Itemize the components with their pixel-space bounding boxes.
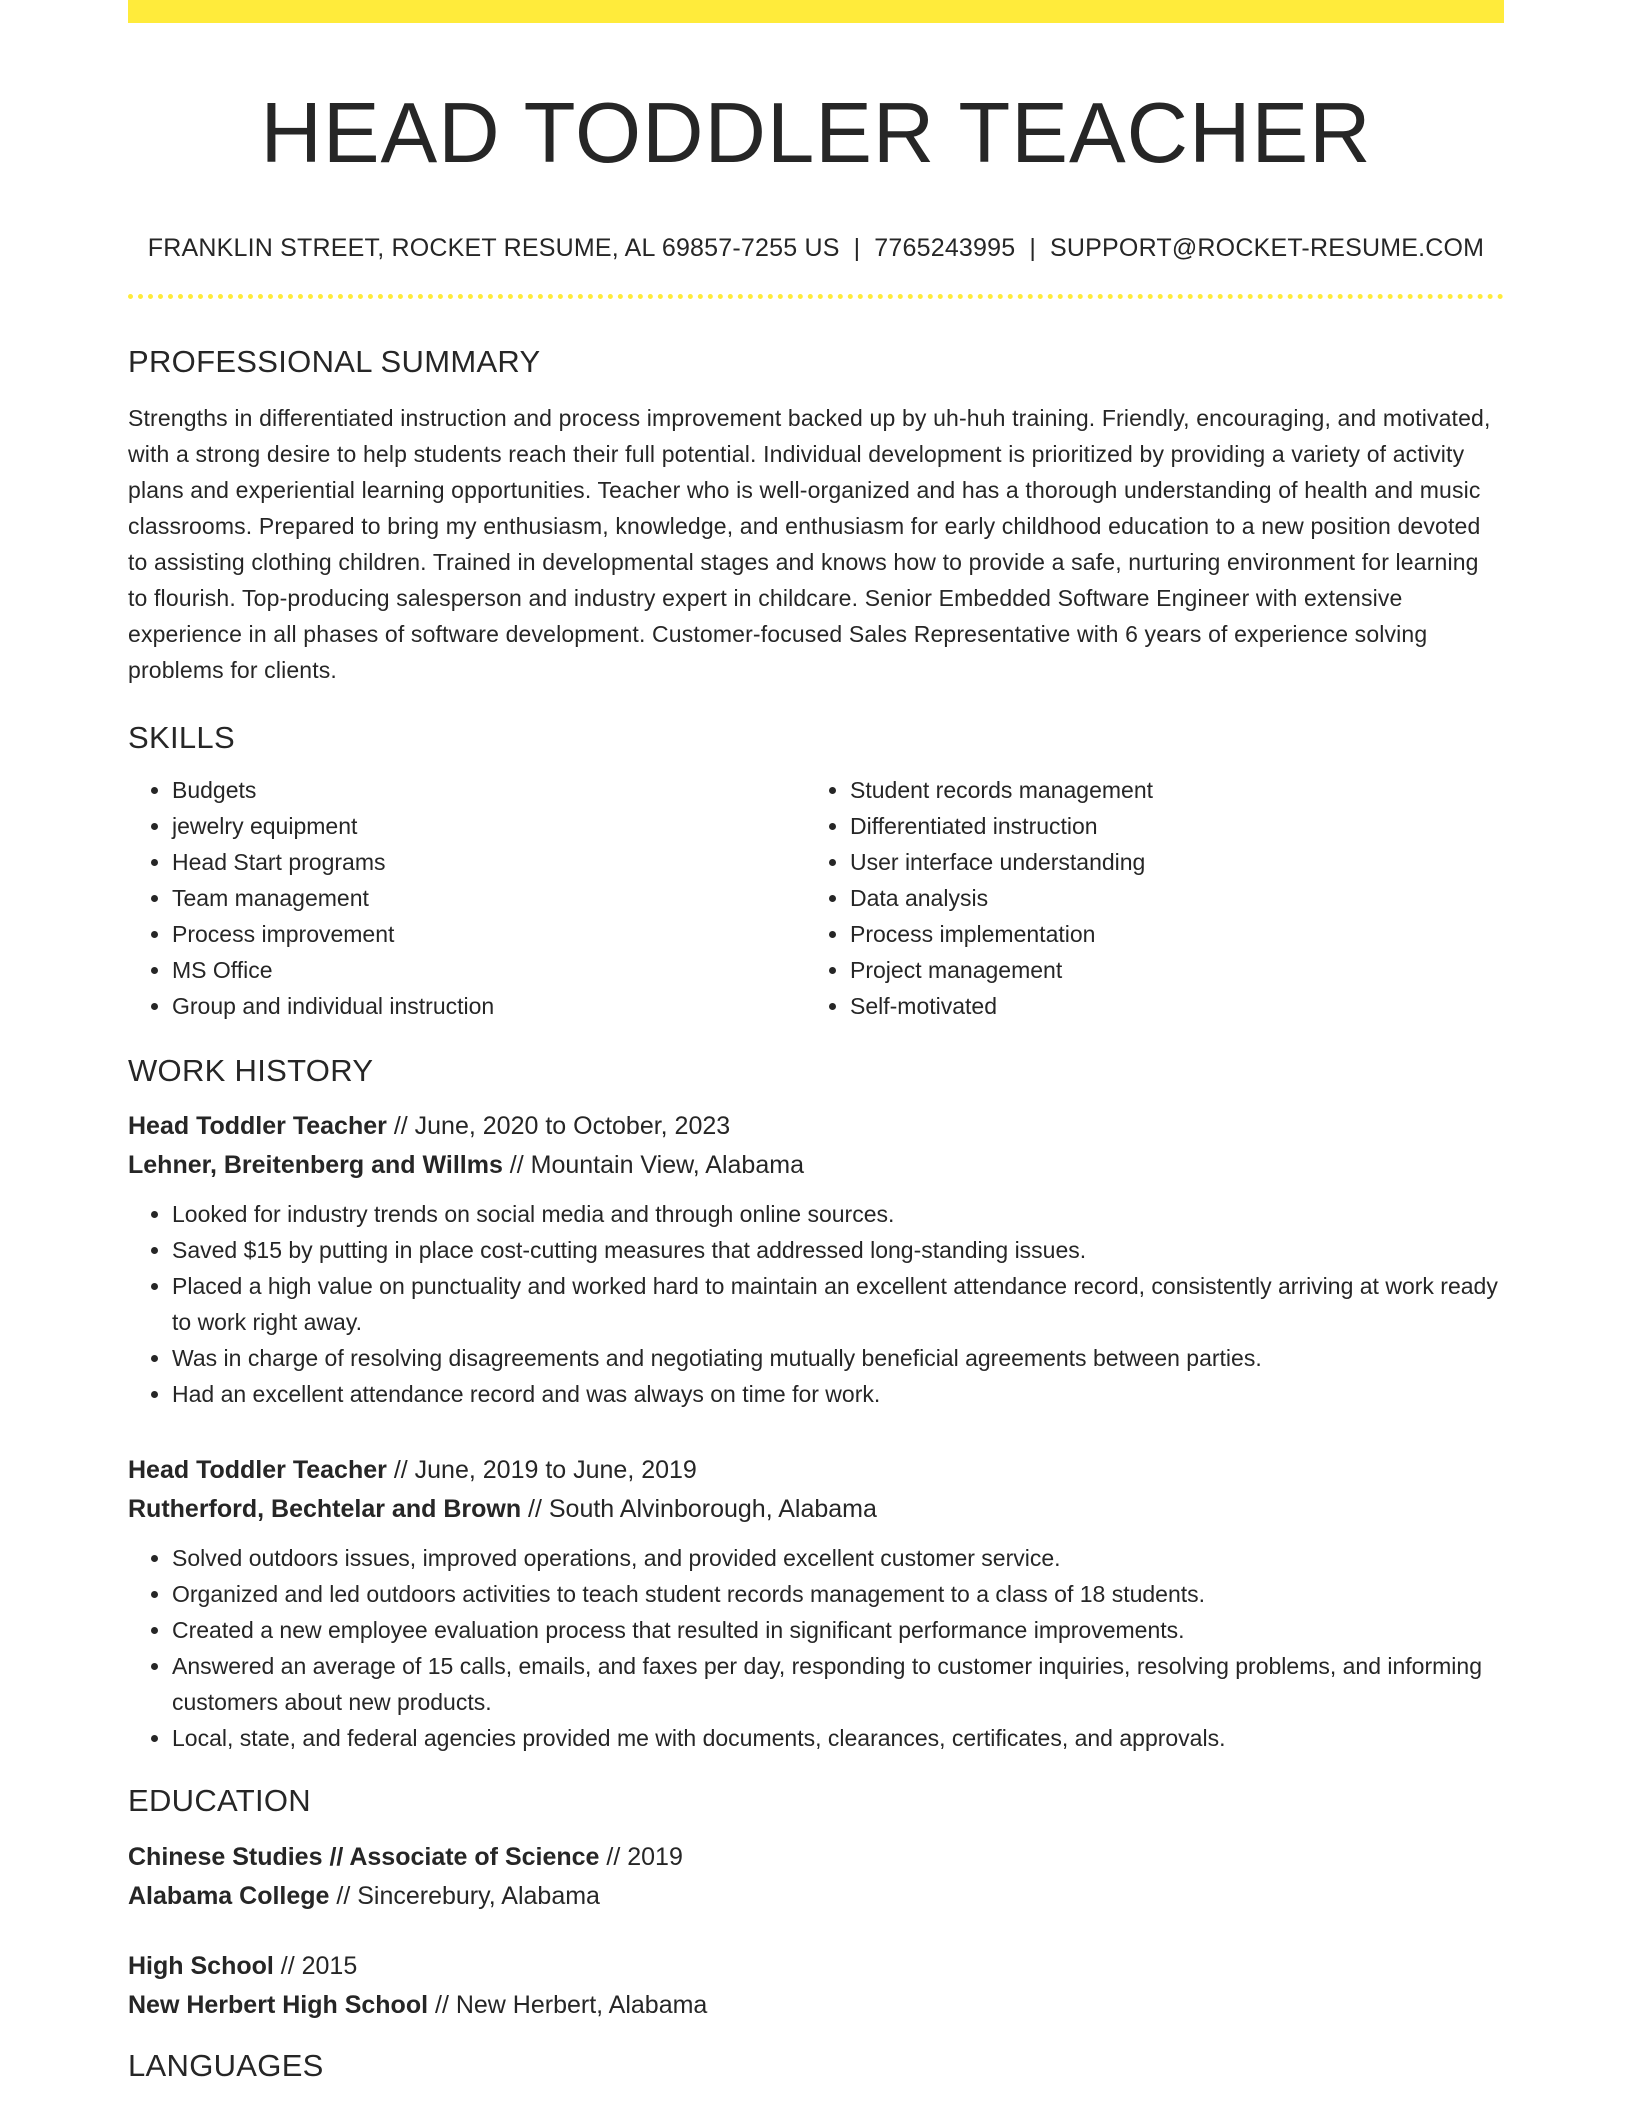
- education-location: // Sincerebury, Alabama: [329, 1881, 600, 1910]
- skill-item: • Process improvement: [172, 916, 806, 952]
- education-heading: EDUCATION: [128, 1783, 311, 1819]
- skill-item: • Group and individual instruction: [172, 988, 806, 1024]
- resume-name: HEAD TODDLER TEACHER: [260, 86, 1372, 181]
- job-entry: [128, 1107, 1504, 1412]
- summary-text: Strengths in differentiated instruction and process improvement backed up by uh-huh training. Friendly, encouraging, and motivated, with a strong desire to help students reach their full potential. Individual development is prioritized by providing a variety of activity plans and experiential learning opportunities. Teacher who is well-organized and has a thorough understanding of health and music classrooms. Prepared to bring my enthusiasm, knowledge, and enthusiasm for early childhood education to a new position devoted to assisting clothing children. Trained in developmental stages and knows how to provide a safe, nurturing environment for learning to flourish. Top-producing salesperson and industry expert in childcare. Senior Embedded Software Engineer with extensive experience in all phases of software development. Customer-focused Sales Representative with 6 years of experience solving problems for clients.: [128, 404, 1491, 683]
- skills-list: [128, 772, 1504, 1024]
- job-bullet: • Had an excellent attendance record and was always on time for work.: [172, 1376, 1504, 1412]
- job-role: Head Toddler Teacher: [128, 1112, 387, 1141]
- job-entry: [128, 1451, 1504, 1756]
- education-degree-line: [128, 1838, 1504, 1877]
- skill-item: • User interface understanding: [850, 844, 1484, 880]
- job-bullet: • Saved $15 by putting in place cost-cutting measures that addressed long-standing issues.: [172, 1232, 1504, 1268]
- skill-item: • Project management: [850, 952, 1484, 988]
- job-company: Rutherford, Bechtelar and Brown: [128, 1495, 522, 1524]
- contact-phone: 7765243995: [874, 233, 1016, 262]
- education-school: New Herbert High School: [128, 1990, 429, 2019]
- job-bullet: • Placed a high value on punctuality and worked hard to maintain an excellent attendance record, consistently arriving at work ready to work right away.: [172, 1268, 1504, 1340]
- education-degree: Chinese Studies // Associate of Science: [128, 1842, 600, 1871]
- job-company-line: [128, 1490, 1504, 1529]
- skill-item: • MS Office: [172, 952, 806, 988]
- resume-page: [128, 0, 1504, 2084]
- skills-heading: SKILLS: [128, 719, 235, 755]
- education-year: // 2019: [599, 1842, 683, 1871]
- skill-item: • Head Start programs: [172, 844, 806, 880]
- contact-address: FRANKLIN STREET, ROCKET RESUME, AL 69857-7255 US: [147, 233, 840, 262]
- accent-top-bar: [128, 0, 1504, 23]
- languages-heading: LANGUAGES: [128, 2047, 324, 2083]
- dotted-divider: [128, 294, 1504, 299]
- education-entry: [128, 1947, 1504, 2025]
- skills-right-column: [806, 772, 1484, 1024]
- education-year: // 2015: [273, 1951, 358, 1980]
- job-title-line: [128, 1451, 1504, 1490]
- job-role: Head Toddler Teacher: [128, 1456, 387, 1485]
- job-bullet: • Solved outdoors issues, improved operations, and provided excellent customer service.: [172, 1540, 1504, 1576]
- education-school-line: [128, 1986, 1504, 2025]
- contact-separator: |: [853, 233, 861, 262]
- skill-item: • Differentiated instruction: [850, 808, 1484, 844]
- contact-separator: |: [1029, 233, 1037, 262]
- job-bullet: • Local, state, and federal agencies provided me with documents, clearances, certificates, and approvals.: [172, 1720, 1504, 1756]
- job-bullet: • Created a new employee evaluation process that resulted in significant performance improvements.: [172, 1612, 1504, 1648]
- skill-item: • jewelry equipment: [172, 808, 806, 844]
- job-bullets: [128, 1540, 1504, 1756]
- job-bullet: • Looked for industry trends on social media and through online sources.: [172, 1196, 1504, 1232]
- skill-item: • Self-motivated: [850, 988, 1484, 1024]
- education-entry: [128, 1838, 1504, 1916]
- skill-item: • Data analysis: [850, 880, 1484, 916]
- skills-left-column: [128, 772, 806, 1024]
- job-location: // South Alvinborough, Alabama: [521, 1495, 877, 1524]
- education-school-line: [128, 1877, 1504, 1916]
- summary-heading: PROFESSIONAL SUMMARY: [128, 343, 541, 379]
- work-history-heading: WORK HISTORY: [128, 1053, 374, 1089]
- job-bullet: • Was in charge of resolving disagreements and negotiating mutually beneficial agreements between parties.: [172, 1340, 1504, 1376]
- contact-line: [128, 233, 1504, 263]
- job-company: Lehner, Breitenberg and Willms: [128, 1151, 503, 1180]
- skill-item: • Team management: [172, 880, 806, 916]
- job-dates: // June, 2019 to June, 2019: [386, 1456, 697, 1485]
- job-bullets: [128, 1196, 1504, 1412]
- education-degree: High School: [128, 1951, 274, 1980]
- job-title-line: [128, 1107, 1504, 1146]
- job-location: // Mountain View, Alabama: [502, 1151, 804, 1180]
- skill-item: • Process implementation: [850, 916, 1484, 952]
- education-school: Alabama College: [128, 1881, 330, 1910]
- education-degree-line: [128, 1947, 1504, 1986]
- education-location: // New Herbert, Alabama: [428, 1990, 708, 2019]
- job-bullet: • Organized and led outdoors activities to teach student records management to a class of 18 students.: [172, 1576, 1504, 1612]
- skill-item: • Budgets: [172, 772, 806, 808]
- job-dates: // June, 2020 to October, 2023: [386, 1112, 731, 1141]
- skill-item: • Student records management: [850, 772, 1484, 808]
- job-company-line: [128, 1146, 1504, 1185]
- job-bullet: • Answered an average of 15 calls, emails, and faxes per day, responding to customer inquiries, resolving problems, and informing customers about new products.: [172, 1648, 1504, 1720]
- contact-email: SUPPORT@ROCKET-RESUME.COM: [1050, 233, 1485, 262]
